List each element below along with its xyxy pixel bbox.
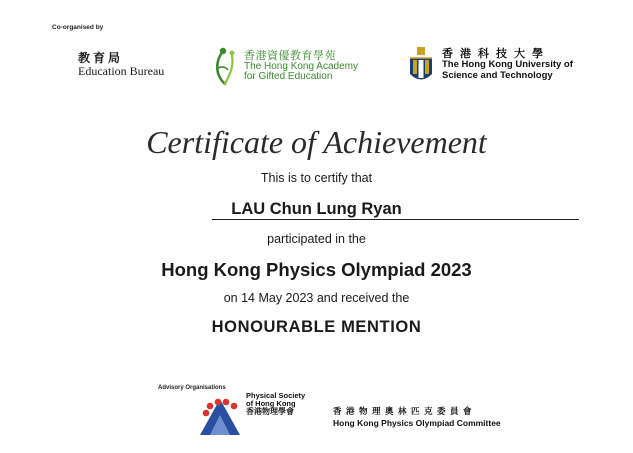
hkage-name-en-line1: The Hong Kong Academy <box>244 60 358 72</box>
hkage-name-en-line2: for Gifted Education <box>244 71 333 83</box>
participated-text: participated in the <box>267 232 366 246</box>
hkust-name-en-line1: The Hong Kong University of <box>442 59 573 71</box>
award-title: HONOURABLE MENTION <box>211 318 422 336</box>
hkust-logo-block <box>442 48 573 82</box>
hkage-logo-icon <box>212 46 238 86</box>
hkage-name-zh: 香港資優教育學苑 <box>244 49 336 62</box>
psk-name-zh: 香港物理學會 <box>246 407 294 416</box>
psk-logo-block <box>246 392 305 416</box>
co-organised-label: Co-organised by <box>52 24 104 31</box>
name-underline <box>212 219 579 220</box>
date-text: on 14 May 2023 and received the <box>223 291 410 305</box>
recipient-name: LAU Chun Lung Ryan <box>231 200 402 218</box>
psk-name-en-line1: Physical Society <box>246 391 306 400</box>
event-name: Hong Kong Physics Olympiad 2023 <box>161 259 472 280</box>
hkust-logo-icon <box>407 46 435 86</box>
hkage-logo-block <box>244 50 358 83</box>
edb-logo-block <box>78 52 164 78</box>
hkpho-committee-name-zh: 香港物理奧林匹克委員會 <box>333 407 477 417</box>
hkpho-committee-block <box>333 407 501 428</box>
edb-name-zh: 教育局 <box>78 51 124 65</box>
hkust-name-zh: 香港科技大學 <box>442 47 550 60</box>
advisory-organisations-label: Advisory Organisations <box>158 385 226 391</box>
certify-text: This is to certify that <box>260 171 373 185</box>
hkpho-committee-name-en: Hong Kong Physics Olympiad Committee <box>333 417 501 428</box>
psk-logo-icon <box>196 393 248 437</box>
hkust-name-en-line2: Science and Technology <box>442 69 553 81</box>
edb-name-en: Education Bureau <box>78 64 165 79</box>
psk-name-en-line2: of Hong Kong <box>246 398 296 408</box>
certificate-title: Certificate of Achievement <box>146 124 487 160</box>
